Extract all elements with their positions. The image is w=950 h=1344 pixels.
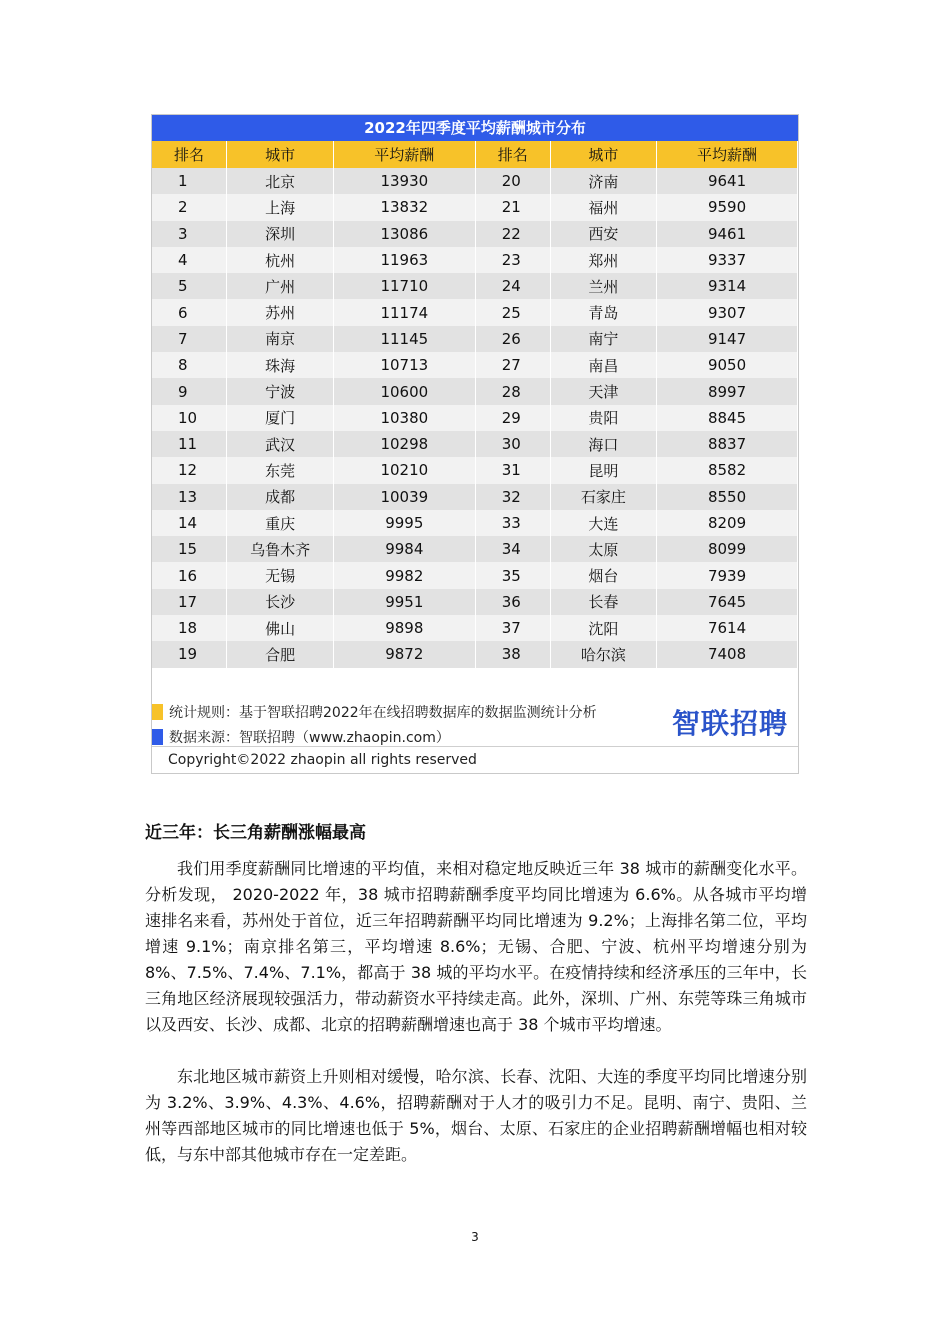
cell-salary: 7614 [657, 615, 798, 641]
cell-city: 无锡 [227, 562, 333, 588]
cell-salary: 10210 [333, 457, 475, 483]
cell-salary: 8099 [657, 536, 798, 562]
cell-salary: 11174 [333, 299, 475, 325]
cell-salary: 11963 [333, 247, 475, 273]
cell-salary: 7939 [657, 562, 798, 588]
cell-city: 大连 [550, 510, 656, 536]
cell-rank: 28 [475, 378, 550, 404]
cell-rank: 27 [475, 352, 550, 378]
cell-rank: 13 [152, 484, 227, 510]
cell-salary: 10039 [333, 484, 475, 510]
cell-rank: 2 [152, 194, 227, 220]
header-city: 城市 [550, 141, 656, 168]
cell-rank: 35 [475, 562, 550, 588]
table-header-row [152, 141, 798, 168]
cell-city: 长沙 [227, 589, 333, 615]
cell-city: 沈阳 [550, 615, 656, 641]
cell-rank: 34 [475, 536, 550, 562]
cell-rank: 21 [475, 194, 550, 220]
cell-salary: 8845 [657, 405, 798, 431]
salary-table-figure [151, 114, 799, 774]
paragraph: 我们用季度薪酬同比增速的平均值，来相对稳定地反映近三年 38 城市的薪酬变化水平。分析发现， 2020-2022 年，38 城市招聘薪酬季度平均同比增速为 6.6%。从各城市平均增速排名来看，苏州处于首位，近三年招聘薪酬平均同比增速为 9.2%；上海排名第二位，平均增速 9.1%；南京排名第三，平均增速 8.6%；无锡、合肥、宁波、杭州平均增速分别为 8%、7.5%、7.4%、7.1%，都高于 38 城的平均水平。在疫情持续和经济承压的三年中，长三角地区经济展现较强活力，带动薪资水平持续走高。此外，深圳、广州、东莞等珠三角城市以及西安、长沙、成都、北京的招聘薪酬增速也高于 38 个城市平均增速。 [145, 859, 807, 1034]
cell-rank: 6 [152, 299, 227, 325]
cell-salary: 8997 [657, 378, 798, 404]
cell-city: 广州 [227, 273, 333, 299]
table-row [152, 615, 798, 641]
cell-city: 北京 [227, 168, 333, 194]
cell-rank: 26 [475, 326, 550, 352]
header-rank: 排名 [152, 141, 227, 168]
table-row [152, 484, 798, 510]
yellow-marker-icon [152, 704, 163, 720]
cell-city: 哈尔滨 [550, 641, 656, 667]
cell-city: 佛山 [227, 615, 333, 641]
cell-salary: 11145 [333, 326, 475, 352]
cell-rank: 12 [152, 457, 227, 483]
cell-rank: 23 [475, 247, 550, 273]
table-footer [152, 668, 798, 748]
cell-rank: 17 [152, 589, 227, 615]
cell-salary: 9307 [657, 299, 798, 325]
cell-salary: 11710 [333, 273, 475, 299]
table-row [152, 405, 798, 431]
cell-salary: 9951 [333, 589, 475, 615]
cell-rank: 33 [475, 510, 550, 536]
cell-city: 南京 [227, 326, 333, 352]
cell-salary: 9147 [657, 326, 798, 352]
cell-salary: 10600 [333, 378, 475, 404]
data-source-note: 数据来源：智联招聘（www.zhaopin.com） [152, 727, 450, 747]
cell-city: 上海 [227, 194, 333, 220]
cell-salary: 9050 [657, 352, 798, 378]
cell-city: 青岛 [550, 299, 656, 325]
cell-city: 合肥 [227, 641, 333, 667]
cell-rank: 15 [152, 536, 227, 562]
paragraph: 东北地区城市薪资上升则相对缓慢，哈尔滨、长春、沈阳、大连的季度平均同比增速分别为 3.2%、3.9%、4.3%、4.6%，招聘薪酬对于人才的吸引力不足。昆明、南宁、贵阳、兰州等西部地区城市的同比增速也低于 5%，烟台、太原、石家庄的企业招聘薪酬增幅也相对较低，与东中部其他城市存在一定差距。 [145, 1067, 807, 1164]
table-row [152, 589, 798, 615]
table-row [152, 510, 798, 536]
table-title: 2022年四季度平均薪酬城市分布 [152, 115, 798, 141]
cell-city: 太原 [550, 536, 656, 562]
header-salary: 平均薪酬 [657, 141, 798, 168]
page-number: 3 [471, 1230, 479, 1244]
table-row [152, 352, 798, 378]
cell-city: 昆明 [550, 457, 656, 483]
cell-city: 宁波 [227, 378, 333, 404]
cell-salary: 8209 [657, 510, 798, 536]
cell-rank: 5 [152, 273, 227, 299]
cell-salary: 9641 [657, 168, 798, 194]
cell-city: 深圳 [227, 221, 333, 247]
cell-rank: 3 [152, 221, 227, 247]
cell-salary: 9314 [657, 273, 798, 299]
cell-city: 东莞 [227, 457, 333, 483]
cell-salary: 10298 [333, 431, 475, 457]
table-row [152, 457, 798, 483]
cell-city: 乌鲁木齐 [227, 536, 333, 562]
cell-rank: 25 [475, 299, 550, 325]
section-title: 近三年：长三角薪酬涨幅最高 [145, 823, 366, 843]
cell-salary: 9337 [657, 247, 798, 273]
zhaopin-logo: 智联招聘 [671, 706, 788, 740]
cell-city: 长春 [550, 589, 656, 615]
cell-rank: 32 [475, 484, 550, 510]
cell-salary: 9995 [333, 510, 475, 536]
cell-rank: 9 [152, 378, 227, 404]
cell-city: 成都 [227, 484, 333, 510]
cell-city: 兰州 [550, 273, 656, 299]
cell-city: 杭州 [227, 247, 333, 273]
cell-city: 南宁 [550, 326, 656, 352]
cell-city: 南昌 [550, 352, 656, 378]
header-rank: 排名 [475, 141, 550, 168]
cell-salary: 9590 [657, 194, 798, 220]
cell-rank: 18 [152, 615, 227, 641]
cell-rank: 10 [152, 405, 227, 431]
cell-city: 济南 [550, 168, 656, 194]
cell-city: 郑州 [550, 247, 656, 273]
cell-city: 烟台 [550, 562, 656, 588]
cell-salary: 9898 [333, 615, 475, 641]
cell-rank: 29 [475, 405, 550, 431]
cell-salary: 8550 [657, 484, 798, 510]
blue-marker-icon [152, 729, 163, 745]
cell-rank: 31 [475, 457, 550, 483]
table-row [152, 168, 798, 194]
statistics-rule-note: 统计规则：基于智联招聘2022年在线招聘数据库的数据监测统计分析 [152, 702, 597, 722]
cell-city: 福州 [550, 194, 656, 220]
table-row [152, 326, 798, 352]
table-row [152, 299, 798, 325]
salary-table [152, 141, 798, 668]
cell-city: 海口 [550, 431, 656, 457]
cell-rank: 36 [475, 589, 550, 615]
cell-rank: 24 [475, 273, 550, 299]
cell-salary: 13930 [333, 168, 475, 194]
cell-rank: 16 [152, 562, 227, 588]
cell-rank: 20 [475, 168, 550, 194]
cell-salary: 7645 [657, 589, 798, 615]
cell-rank: 14 [152, 510, 227, 536]
cell-salary: 9984 [333, 536, 475, 562]
table-row [152, 273, 798, 299]
cell-city: 贵阳 [550, 405, 656, 431]
table-row [152, 562, 798, 588]
cell-salary: 13832 [333, 194, 475, 220]
cell-salary: 8582 [657, 457, 798, 483]
table-row [152, 378, 798, 404]
cell-rank: 11 [152, 431, 227, 457]
table-row [152, 194, 798, 220]
cell-city: 石家庄 [550, 484, 656, 510]
cell-city: 西安 [550, 221, 656, 247]
cell-rank: 4 [152, 247, 227, 273]
table-row [152, 641, 798, 667]
cell-city: 武汉 [227, 431, 333, 457]
table-row [152, 431, 798, 457]
cell-salary: 10713 [333, 352, 475, 378]
cell-salary: 9872 [333, 641, 475, 667]
cell-salary: 10380 [333, 405, 475, 431]
cell-city: 厦门 [227, 405, 333, 431]
cell-salary: 9461 [657, 221, 798, 247]
cell-rank: 22 [475, 221, 550, 247]
cell-rank: 7 [152, 326, 227, 352]
cell-rank: 30 [475, 431, 550, 457]
cell-rank: 19 [152, 641, 227, 667]
cell-rank: 8 [152, 352, 227, 378]
cell-rank: 37 [475, 615, 550, 641]
cell-city: 重庆 [227, 510, 333, 536]
cell-salary: 7408 [657, 641, 798, 667]
cell-salary: 8837 [657, 431, 798, 457]
table-row [152, 536, 798, 562]
cell-salary: 9982 [333, 562, 475, 588]
cell-rank: 38 [475, 641, 550, 667]
table-row [152, 247, 798, 273]
cell-city: 珠海 [227, 352, 333, 378]
header-city: 城市 [227, 141, 333, 168]
cell-salary: 13086 [333, 221, 475, 247]
header-salary: 平均薪酬 [333, 141, 475, 168]
table-row [152, 221, 798, 247]
copyright-text: Copyright©2022 zhaopin all rights reserved [152, 746, 798, 773]
cell-city: 天津 [550, 378, 656, 404]
cell-city: 苏州 [227, 299, 333, 325]
cell-rank: 1 [152, 168, 227, 194]
